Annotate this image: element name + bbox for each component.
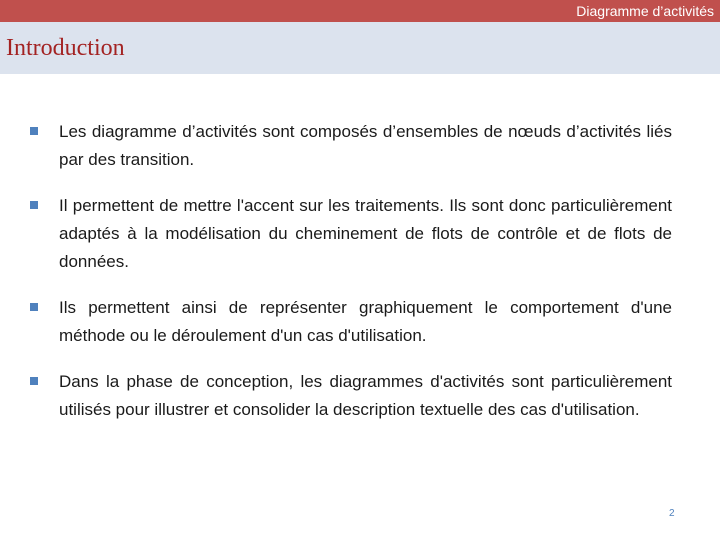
list-item <box>30 118 672 174</box>
bullet-text: Les diagramme d’activités sont composés d’ensembles de nœuds d’activités liés par des transition. <box>59 122 672 169</box>
bullet-text: Dans la phase de conception, les diagrammes d'activités sont particulièrement utilisés pour illustrer et consolider la description textuelle des cas d'utilisation. <box>59 372 672 419</box>
list-item <box>30 368 672 424</box>
title-band <box>0 22 720 74</box>
bullet-list <box>30 118 672 442</box>
list-item <box>30 294 672 350</box>
bullet-text: Il permettent de mettre l'accent sur les traitements. Ils sont donc particulièrement adaptés à la modélisation du cheminement de flots de contrôle et de flots de données. <box>59 196 672 271</box>
square-bullet-icon <box>30 303 38 311</box>
bullet-text: Ils permettent ainsi de représenter graphiquement le comportement d'une méthode ou le déroulement d'un cas d'utilisation. <box>59 298 672 345</box>
slide-title: Introduction <box>6 35 125 61</box>
list-item <box>30 192 672 276</box>
square-bullet-icon <box>30 127 38 135</box>
section-title: Diagramme d’activités <box>576 3 714 19</box>
section-header-bar <box>0 0 720 22</box>
square-bullet-icon <box>30 377 38 385</box>
square-bullet-icon <box>30 201 38 209</box>
page-number: 2 <box>669 508 675 519</box>
